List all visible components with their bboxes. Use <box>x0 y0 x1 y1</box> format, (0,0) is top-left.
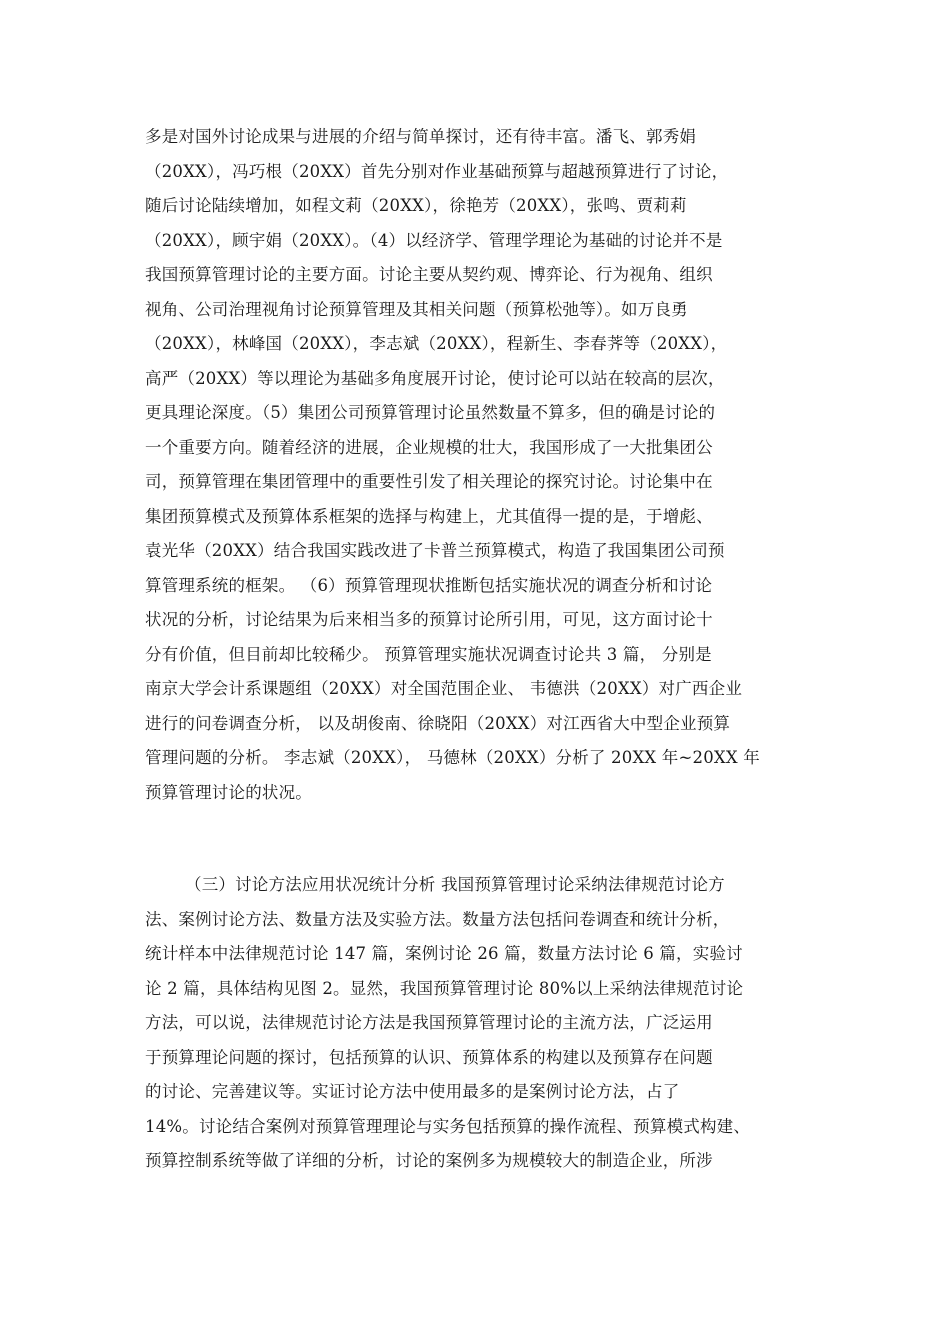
text-line: 司，预算管理在集团管理中的重要性引发了相关理论的探究讨论。讨论集中在 <box>145 472 713 491</box>
text-line: 预算管理讨论的状况。 <box>145 782 312 802</box>
text-line: 视角、公司治理视角讨论预算管理及其相关问题（预算松弛等）。如万良勇 <box>145 299 688 319</box>
text-line: （20XX），冯巧根（20XX）首先分别对作业基础预算与超越预算进行了讨论， <box>145 161 729 181</box>
text-line: 预算控制系统等做了详细的分析，讨论的案例多为规模较大的制造企业，所涉 <box>145 1151 713 1170</box>
text-line: 状况的分析，讨论结果为后来相当多的预算讨论所引用，可见，这方面讨论十 <box>145 610 713 629</box>
text-line: 更具理论深度。（5）集团公司预算管理讨论虽然数量不算多，但的确是讨论的 <box>145 403 716 422</box>
text-line: 袁光华（20XX）结合我国实践改进了卡普兰预算模式，构造了我国集团公司预 <box>145 541 725 560</box>
text-line: 的讨论、完善建议等。实证讨论方法中使用最多的是案例讨论方法，占了 <box>145 1082 680 1101</box>
text-line: 多是对国外讨论成果与进展的介绍与简单探讨，还有待丰富。潘飞、郭秀娟 <box>145 127 697 146</box>
text-line: 于预算理论问题的探讨，包括预算的认识、预算体系的构建以及预算存在问题 <box>145 1047 713 1067</box>
text-line: 我国预算管理讨论的主要方面。讨论主要从契约观、博弈论、行为视角、组织 <box>145 265 713 284</box>
text-line: 法、案例讨论方法、数量方法及实验方法。数量方法包括问卷调查和统计分析， <box>145 909 730 929</box>
paragraph-2 <box>145 868 815 1179</box>
text-line: （20XX），顾宇娟（20XX）。（4）以经济学、管理学理论为基础的讨论并不是 <box>145 230 723 250</box>
text-line: 南京大学会计系课题组（20XX）对全国范围企业、 韦德洪（20XX）对广西企业 <box>145 679 743 698</box>
text-line: 方法，可以说，法律规范讨论方法是我国预算管理讨论的主流方法，广泛运用 <box>145 1013 713 1032</box>
text-line: 管理问题的分析。 李志斌（20XX）， 马德林（20XX）分析了 20XX 年~20XX 年 <box>145 748 760 767</box>
text-line: 14%。讨论结合案例对预算管理理论与实务包括预算的操作流程、预算模式构建、 <box>145 1116 751 1136</box>
text-line: （20XX），林峰国（20XX），李志斌（20XX），程新生、李春荠等（20XX）， <box>145 334 728 353</box>
text-line: 论 2 篇，具体结构见图 2。显然，我国预算管理讨论 80%以上采纳法律规范讨论 <box>145 978 744 998</box>
text-line: 统计样本中法律规范讨论 147 篇，案例讨论 26 篇，数量方法讨论 6 篇，实验讨 <box>145 944 743 963</box>
text-line: 算管理系统的框架。 （6）预算管理现状推断包括实施状况的调查分析和讨论 <box>145 575 713 595</box>
text-line: 集团预算模式及预算体系框架的选择与构建上，尤其值得一提的是，于增彪、 <box>145 506 713 526</box>
text-line: 分有价值，但目前却比较稀少。 预算管理实施状况调查讨论共 3 篇， 分别是 <box>145 644 712 664</box>
text-line: 随后讨论陆续增加，如程文莉（20XX），徐艳芳（20XX），张鸣、贾莉莉 <box>145 196 687 215</box>
text-line: 高严（20XX）等以理论为基础多角度展开讨论，使讨论可以站在较高的层次， <box>145 368 725 388</box>
paragraph-1 <box>145 120 815 810</box>
text-line: 一个重要方向。随着经济的进展，企业规模的壮大，我国形成了一大批集团公 <box>145 437 713 457</box>
text-line: （三）讨论方法应用状况统计分析 我国预算管理讨论采纳法律规范讨论方 <box>185 875 725 894</box>
text-line: 进行的问卷调查分析， 以及胡俊南、徐晓阳（20XX）对江西省大中型企业预算 <box>145 713 731 733</box>
